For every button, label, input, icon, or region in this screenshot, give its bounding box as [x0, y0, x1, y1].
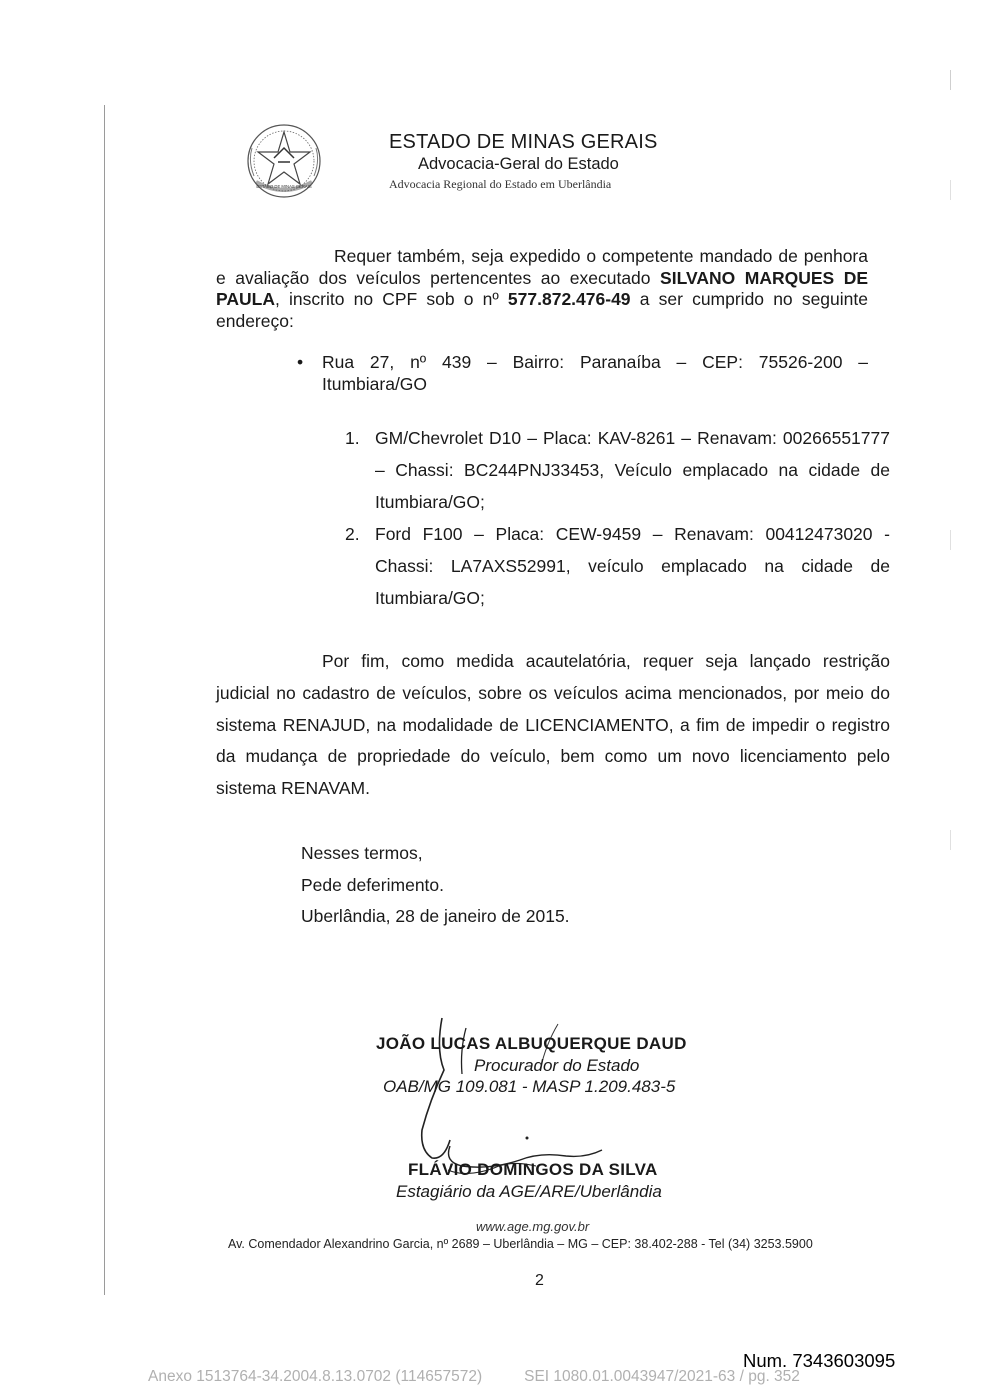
list-item-number: 2. — [345, 524, 360, 544]
paragraph1-part3: a ser cumprido no seguinte endereço: — [216, 289, 868, 331]
paragraph1-part2: , inscrito no CPF sob o nº — [274, 289, 508, 309]
list-item-number: 1. — [345, 428, 360, 448]
page-number: 2 — [535, 1272, 544, 1289]
document-number: Num. 7343603095 — [743, 1350, 896, 1371]
request-paragraph — [216, 246, 868, 332]
signer1-registration: OAB/MG 109.081 - MASP 1.209.483-5 — [383, 1077, 676, 1096]
signer1-role: Procurador do Estado — [474, 1056, 640, 1075]
address-text: Rua 27, nº 439 – Bairro: Paranaíba – CEP: 75526-200 – Itumbiara/GO — [322, 352, 868, 394]
left-margin-line — [104, 105, 105, 1295]
signer2-name: FLÁVIO DOMINGOS DA SILVA — [408, 1160, 658, 1179]
list-item — [345, 422, 890, 518]
state-seal-icon — [244, 118, 324, 204]
list-item-text: Ford F100 – Placa: CEW-9459 – Renavam: 00412473020 - Chassi: LA7AXS52991, veículo emplacado na cidade de Itumbiara/GO; — [375, 524, 890, 608]
closing-line-1: Nesses termos, — [301, 843, 423, 863]
paragraph2-text: Por fim, como medida acautelatória, requer seja lançado restrição judicial no cadastro de veículos, sobre os veículos acima mencionados, por meio do sistema RENAJUD, na modalidade de LICENCIAMENTO, a fim de impedir o registro da mudança de propriedade do veículo, bem como um novo licenciamento pelo sistema RENAVAM. — [216, 651, 890, 799]
header-regional: Advocacia Regional do Estado em Uberlândia — [389, 177, 612, 191]
debtor-name: SILVANO MARQUES DE PAULA — [216, 267, 869, 309]
closing-block — [301, 838, 570, 933]
closing-date: Uberlândia, 28 de janeiro de 2015. — [301, 906, 570, 926]
footer-address: Av. Comendador Alexandrino Garcia, nº 2689 – Uberlândia – MG – CEP: 38.402-288 - Tel (34) 3253.5900 — [228, 1237, 813, 1251]
header-agency: Advocacia-Geral do Estado — [418, 155, 619, 173]
closing-line-2: Pede deferimento. — [301, 874, 445, 895]
bullet-icon: • — [297, 352, 304, 372]
seal-text: ESTADO DE MINAS GERAIS — [256, 184, 312, 189]
debtor-cpf: 577.872.476-49 — [507, 289, 631, 309]
sei-reference: SEI 1080.01.0043947/2021-63 / pg. 352 — [524, 1368, 800, 1385]
signer1-name: JOÃO LUCAS ALBUQUERQUE DAUD — [376, 1034, 687, 1053]
header-state: ESTADO DE MINAS GERAIS — [389, 131, 658, 153]
restriction-paragraph — [216, 646, 890, 805]
signer2-role: Estagiário da AGE/ARE/Uberlândia — [396, 1182, 662, 1201]
scan-edge-marks — [950, 70, 951, 850]
footer-url: www.age.mg.gov.br — [476, 1219, 590, 1234]
paragraph1-part1: Requer também, seja expedido o competente mandado de penhora e avaliação dos veículos pertencentes ao executado — [216, 246, 868, 288]
annex-reference: Anexo 1513764-34.2004.8.13.0702 (114657572) — [148, 1368, 483, 1385]
list-item — [345, 518, 890, 614]
annex-stamp — [148, 1368, 800, 1386]
list-item-text: GM/Chevrolet D10 – Placa: KAV-8261 – Renavam: 00266551777 – Chassi: BC244PNJ33453, Veículo emplacado na cidade de Itumbiara/GO; — [375, 428, 890, 512]
